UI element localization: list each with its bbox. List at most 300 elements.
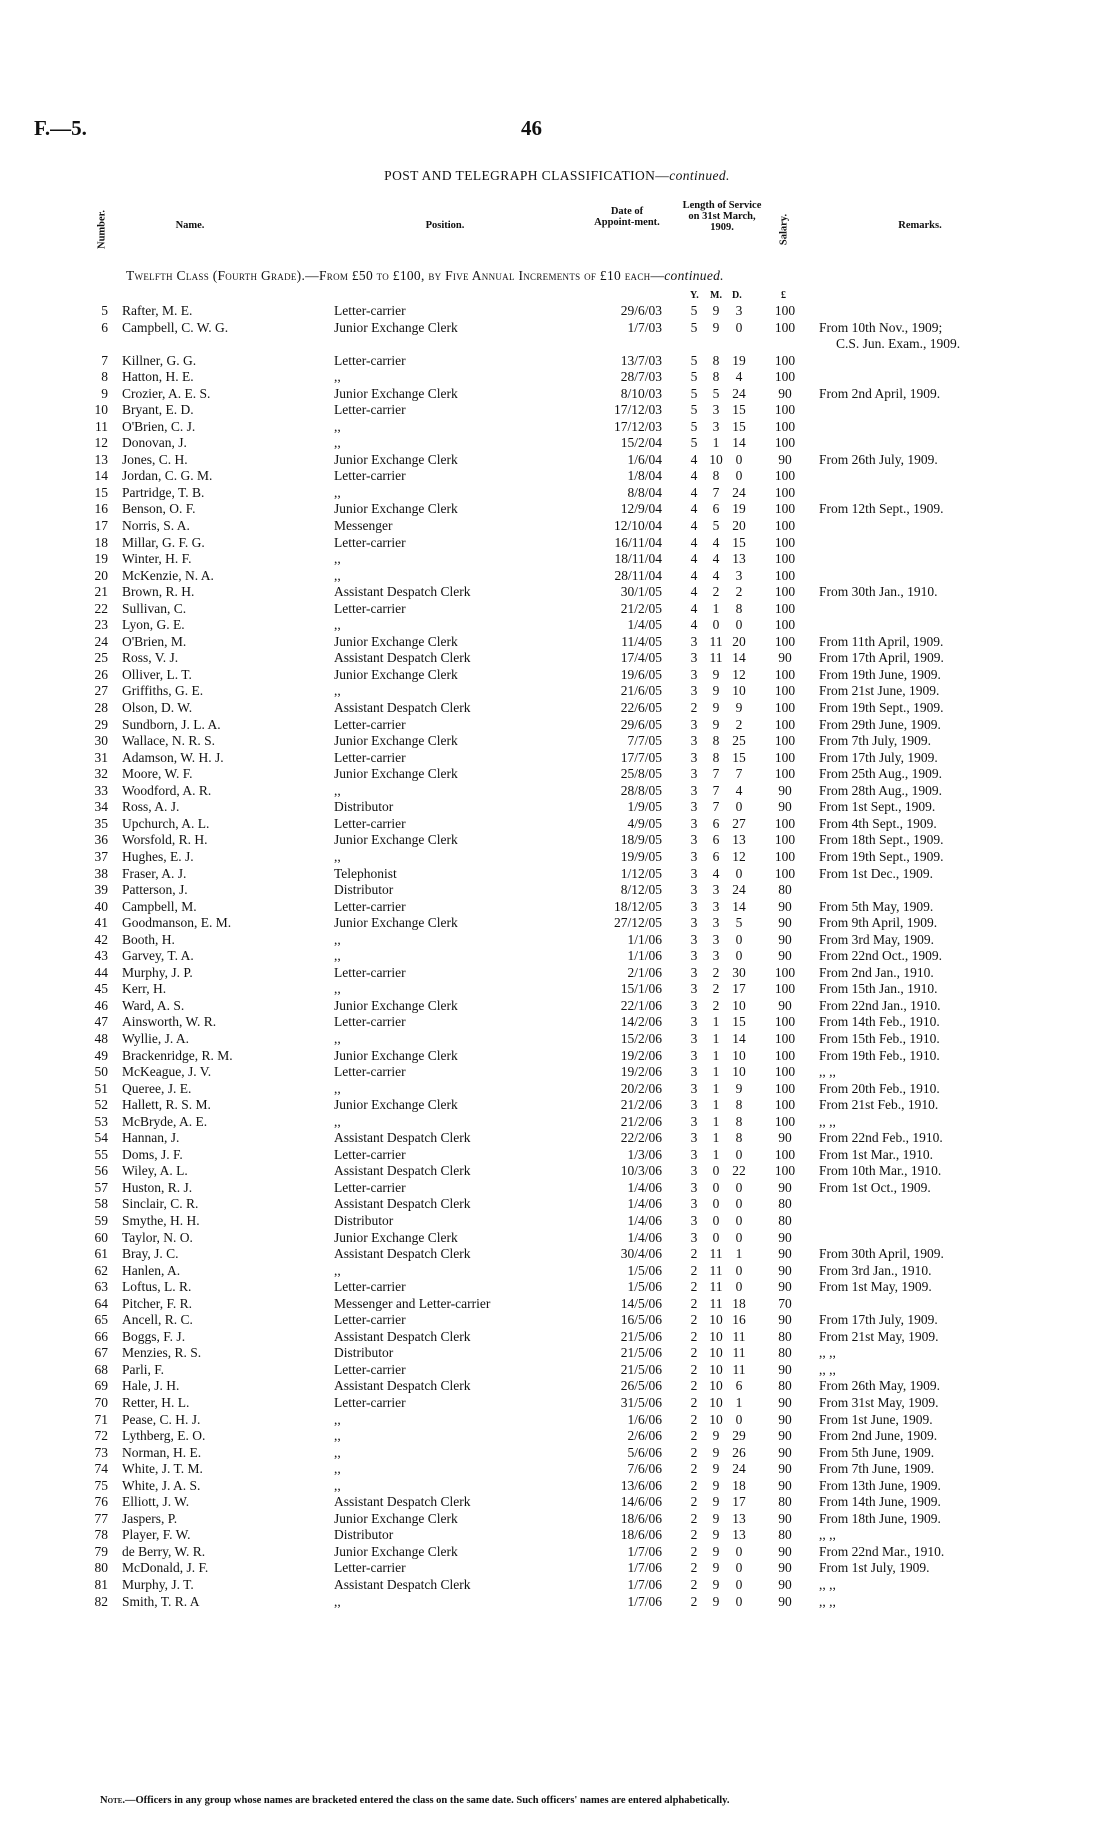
row-years: 3: [690, 1212, 698, 1228]
row-months: 1: [712, 1014, 720, 1030]
row-years: 2: [690, 1361, 698, 1377]
row-number: 25: [94, 650, 108, 666]
row-days: 0: [735, 799, 743, 815]
row-days: 15: [732, 749, 746, 765]
row-date: 8/10/03: [620, 385, 662, 401]
row-position: ,,: [334, 617, 341, 633]
table-row: [0, 386, 1114, 403]
row-days: 8: [735, 1130, 743, 1146]
row-date: 4/9/05: [627, 815, 662, 831]
table-row: [0, 1064, 1114, 1081]
row-name: Hannan, J.: [122, 1130, 180, 1146]
row-number: 57: [94, 1179, 108, 1195]
table-row: [0, 468, 1114, 485]
row-days: 6: [735, 1378, 743, 1394]
row-date: 11/4/05: [621, 633, 662, 649]
row-years: 2: [690, 1560, 698, 1576]
row-remarks: From 14th June, 1909.: [819, 1494, 941, 1510]
row-years: 4: [690, 617, 698, 633]
row-position: Assistant Despatch Clerk: [334, 1163, 471, 1179]
row-months: 8: [712, 749, 720, 765]
row-days: 12: [732, 666, 746, 682]
row-name: Sundborn, J. L. A.: [122, 716, 221, 732]
row-name: McBryde, A. E.: [122, 1113, 208, 1129]
row-name: Pitcher, F. R.: [122, 1295, 193, 1311]
row-position: ,,: [334, 981, 341, 997]
row-number: 67: [94, 1345, 108, 1361]
row-months: 10: [709, 451, 723, 467]
table-row: [0, 1511, 1114, 1528]
row-remarks: From 2nd April, 1909.: [819, 385, 941, 401]
row-salary: 100: [774, 303, 796, 318]
row-remarks: From 21st May, 1909.: [819, 1328, 939, 1344]
row-days: 22: [732, 1163, 746, 1179]
row-date: 18/6/06: [620, 1527, 662, 1543]
row-months: 2: [712, 997, 720, 1013]
row-salary: 100: [774, 865, 796, 881]
row-name: Millar, G. F. G.: [122, 534, 205, 550]
row-days: 18: [732, 1295, 746, 1311]
header-date: Date of Appoint-ment.: [594, 206, 660, 228]
row-name: Benson, O. F.: [122, 501, 196, 517]
row-position: Letter-carrier: [334, 964, 406, 980]
row-number: 13: [94, 451, 108, 467]
row-salary: 90: [778, 650, 792, 666]
row-name: White, J. T. M.: [122, 1461, 203, 1477]
row-position: Junior Exchange Clerk: [334, 1229, 458, 1245]
row-remarks: From 22nd Mar., 1910.: [819, 1543, 945, 1559]
row-remarks: From 17th July, 1909.: [819, 1312, 938, 1328]
row-salary: 70: [778, 1295, 792, 1311]
table-row: [0, 1329, 1114, 1346]
row-years: 2: [690, 700, 698, 716]
row-salary: 90: [778, 1130, 792, 1146]
row-remarks: From 13th June, 1909.: [819, 1477, 941, 1493]
row-salary: 100: [774, 700, 796, 716]
row-date: 17/12/03: [613, 402, 662, 418]
row-salary: 90: [778, 1246, 792, 1262]
unit-days: D.: [732, 290, 742, 301]
row-name: McDonald, J. F.: [122, 1560, 209, 1576]
row-number: 69: [94, 1378, 108, 1394]
row-number: 12: [94, 435, 108, 451]
table-row: [0, 1461, 1114, 1478]
row-date: 17/7/05: [620, 749, 662, 765]
row-salary: 90: [778, 1593, 792, 1609]
row-months: 2: [712, 981, 720, 997]
row-number: 54: [94, 1130, 108, 1146]
row-days: 15: [732, 534, 746, 550]
row-salary: 90: [778, 1560, 792, 1576]
table-row: [0, 1180, 1114, 1197]
row-salary: 90: [778, 948, 792, 964]
row-number: 75: [94, 1477, 108, 1493]
row-date: 1/1/06: [627, 931, 662, 947]
row-days: 11: [732, 1328, 746, 1344]
classification-table: [0, 303, 1114, 1610]
row-name: Taylor, N. O.: [122, 1229, 193, 1245]
row-days: 14: [732, 435, 746, 451]
row-number: 19: [94, 551, 108, 567]
row-position: Letter-carrier: [334, 1560, 406, 1576]
row-months: 5: [712, 385, 720, 401]
row-date: 14/6/06: [620, 1494, 662, 1510]
row-number: 17: [94, 518, 108, 534]
row-name: Brackenridge, R. M.: [122, 1047, 233, 1063]
row-days: 10: [732, 1064, 746, 1080]
row-years: 5: [690, 385, 698, 401]
row-name: Bray, J. C.: [122, 1246, 179, 1262]
row-years: 3: [690, 1047, 698, 1063]
row-days: 0: [735, 1593, 743, 1609]
row-salary: 90: [778, 1577, 792, 1593]
table-row: [0, 899, 1114, 916]
row-months: 8: [712, 733, 720, 749]
row-salary: 80: [778, 1212, 792, 1228]
row-years: 2: [690, 1345, 698, 1361]
row-months: 9: [712, 1543, 720, 1559]
row-name: McKenzie, N. A.: [122, 567, 214, 583]
row-position: Junior Exchange Clerk: [334, 1510, 458, 1526]
page-identifier: F.—5.: [34, 116, 87, 140]
table-row: [0, 1494, 1114, 1511]
row-date: 27/12/05: [613, 915, 662, 931]
row-months: 1: [712, 1030, 720, 1046]
row-salary: 100: [774, 733, 796, 749]
row-name: Smythe, H. H.: [122, 1212, 200, 1228]
row-days: 10: [732, 1047, 746, 1063]
row-position: Letter-carrier: [334, 1064, 406, 1080]
row-salary: 100: [774, 518, 796, 534]
row-salary: 100: [774, 418, 796, 434]
table-row: [0, 1114, 1114, 1131]
row-remarks: From 1st Mar., 1910.: [819, 1146, 934, 1162]
row-years: 2: [690, 1262, 698, 1278]
row-position: ,,: [334, 551, 341, 567]
row-name: Olliver, L. T.: [122, 666, 192, 682]
unit-months: M.: [710, 290, 722, 301]
row-months: 0: [712, 1163, 720, 1179]
row-days: 0: [735, 1560, 743, 1576]
row-remarks: From 12th Sept., 1909.: [819, 501, 944, 517]
row-position: Junior Exchange Clerk: [334, 766, 458, 782]
row-salary: 90: [778, 1477, 792, 1493]
row-salary: 100: [774, 1030, 796, 1046]
table-row: [0, 667, 1114, 684]
row-position: ,,: [334, 369, 341, 385]
row-days: 14: [732, 1030, 746, 1046]
row-date: 26/5/06: [620, 1378, 662, 1394]
row-date: 1/4/06: [627, 1179, 662, 1195]
table-row: [0, 866, 1114, 883]
row-name: Smith, T. R. A: [122, 1593, 200, 1609]
row-name: Lyon, G. E.: [122, 617, 185, 633]
table-row: [0, 1230, 1114, 1247]
row-date: 17/4/05: [620, 650, 662, 666]
row-years: 4: [690, 451, 698, 467]
row-months: 9: [712, 1577, 720, 1593]
row-years: 3: [690, 981, 698, 997]
row-date: 14/2/06: [620, 1014, 662, 1030]
row-days: 0: [735, 931, 743, 947]
unit-salary: £: [781, 290, 786, 301]
row-remarks: From 30th April, 1909.: [819, 1246, 944, 1262]
row-date: 30/4/06: [620, 1246, 662, 1262]
row-years: 4: [690, 518, 698, 534]
row-years: 5: [690, 435, 698, 451]
row-position: ,,: [334, 931, 341, 947]
row-remarks: From 1st July, 1909.: [819, 1560, 930, 1576]
row-days: 25: [732, 733, 746, 749]
row-date: 15/1/06: [620, 981, 662, 997]
row-number: 31: [94, 749, 108, 765]
row-number: 53: [94, 1113, 108, 1129]
row-number: 51: [94, 1080, 108, 1096]
table-row: [0, 766, 1114, 783]
row-date: 12/10/04: [613, 518, 662, 534]
row-salary: 100: [774, 534, 796, 550]
row-number: 62: [94, 1262, 108, 1278]
row-remarks: From 19th Sept., 1909.: [819, 700, 944, 716]
row-date: 1/5/06: [627, 1262, 662, 1278]
class-heading: [126, 268, 724, 284]
row-name: Brown, R. H.: [122, 584, 195, 600]
row-name: Sinclair, C. R.: [122, 1196, 199, 1212]
row-salary: 90: [778, 931, 792, 947]
row-months: 9: [712, 683, 720, 699]
row-years: 3: [690, 1014, 698, 1030]
row-name: Wallace, N. R. S.: [122, 733, 216, 749]
row-date: 28/11/04: [614, 567, 662, 583]
row-years: 2: [690, 1411, 698, 1427]
table-row: [0, 1263, 1114, 1280]
row-number: 16: [94, 501, 108, 517]
row-remarks: From 1st Dec., 1909.: [819, 865, 933, 881]
row-position: ,,: [334, 484, 341, 500]
row-name: Rafter, M. E.: [122, 303, 193, 318]
row-date: 29/6/05: [620, 716, 662, 732]
row-number: 82: [94, 1593, 108, 1609]
row-date: 19/2/06: [620, 1047, 662, 1063]
row-remarks: From 22nd Feb., 1910.: [819, 1130, 943, 1146]
row-salary: 90: [778, 1444, 792, 1460]
row-number: 65: [94, 1312, 108, 1328]
row-days: 10: [732, 683, 746, 699]
row-months: 6: [712, 815, 720, 831]
row-name: Hale, J. H.: [122, 1378, 180, 1394]
row-days: 20: [732, 633, 746, 649]
row-months: 2: [712, 964, 720, 980]
row-number: 71: [94, 1411, 108, 1427]
row-months: 4: [712, 534, 720, 550]
row-months: 2: [712, 584, 720, 600]
row-years: 2: [690, 1593, 698, 1609]
table-row: [0, 981, 1114, 998]
table-row: [0, 1213, 1114, 1230]
row-years: 2: [690, 1395, 698, 1410]
row-months: 10: [709, 1345, 723, 1361]
row-days: 27: [732, 815, 746, 831]
row-years: 4: [690, 584, 698, 600]
row-days: 4: [735, 782, 743, 798]
row-salary: 100: [774, 964, 796, 980]
row-months: 0: [712, 1179, 720, 1195]
table-row: [0, 501, 1114, 518]
row-name: Worsfold, R. H.: [122, 832, 208, 848]
row-years: 3: [690, 1229, 698, 1245]
row-date: 18/12/05: [613, 898, 662, 914]
row-salary: 100: [774, 617, 796, 633]
row-position: Assistant Despatch Clerk: [334, 1130, 471, 1146]
table-row: [0, 1296, 1114, 1313]
class-heading-continued: continued.: [664, 268, 724, 283]
row-months: 11: [709, 633, 723, 649]
row-months: 3: [712, 882, 720, 898]
row-months: 9: [712, 1527, 720, 1543]
row-months: 6: [712, 501, 720, 517]
row-salary: 100: [774, 633, 796, 649]
row-remarks: From 1st Oct., 1909.: [819, 1179, 931, 1195]
row-years: 5: [690, 369, 698, 385]
row-number: 59: [94, 1212, 108, 1228]
table-row: [0, 485, 1114, 502]
row-remarks: From 10th Mar., 1910.: [819, 1163, 942, 1179]
row-days: 16: [732, 1312, 746, 1328]
row-months: 11: [709, 1262, 723, 1278]
row-remarks: From 3rd Jan., 1910.: [819, 1262, 932, 1278]
row-name: Fraser, A. J.: [122, 865, 187, 881]
row-remarks: From 15th Feb., 1910.: [819, 1030, 940, 1046]
row-months: 8: [712, 369, 720, 385]
row-number: 41: [94, 915, 108, 931]
row-years: 2: [690, 1461, 698, 1477]
row-position: Letter-carrier: [334, 402, 406, 418]
row-days: 8: [735, 1113, 743, 1129]
footnote-text: —Officers in any group whose names are bracketed entered the class on the same date. Such officers' names are entered alphabetically.: [125, 1795, 730, 1806]
row-years: 3: [690, 749, 698, 765]
table-row: [0, 1279, 1114, 1296]
row-number: 80: [94, 1560, 108, 1576]
row-years: 4: [690, 484, 698, 500]
row-years: 2: [690, 1378, 698, 1394]
row-number: 78: [94, 1527, 108, 1543]
row-years: 2: [690, 1444, 698, 1460]
row-remarks: From 31st May, 1909.: [819, 1395, 939, 1410]
row-position: Assistant Despatch Clerk: [334, 650, 471, 666]
row-years: 3: [690, 666, 698, 682]
row-position: Assistant Despatch Clerk: [334, 700, 471, 716]
row-years: 3: [690, 865, 698, 881]
row-months: 10: [709, 1312, 723, 1328]
row-date: 2/1/06: [627, 964, 662, 980]
row-salary: 100: [774, 501, 796, 517]
row-date: 1/1/06: [627, 948, 662, 964]
row-date: 16/5/06: [620, 1312, 662, 1328]
row-position: Telephonist: [334, 865, 397, 881]
row-remarks: From 21st June, 1909.: [819, 683, 940, 699]
row-number: 47: [94, 1014, 108, 1030]
row-salary: 80: [778, 1494, 792, 1510]
row-years: 4: [690, 600, 698, 616]
row-salary: 100: [774, 435, 796, 451]
row-salary: 100: [774, 749, 796, 765]
row-position: Letter-carrier: [334, 898, 406, 914]
row-number: 81: [94, 1577, 108, 1593]
row-years: 5: [690, 303, 698, 318]
row-days: 0: [735, 1279, 743, 1295]
row-number: 15: [94, 484, 108, 500]
row-days: 0: [735, 319, 743, 335]
row-years: 3: [690, 1163, 698, 1179]
header-name: Name.: [175, 220, 205, 231]
row-date: 17/12/03: [613, 418, 662, 434]
row-remarks: From 26th July, 1909.: [819, 451, 938, 467]
row-name: Boggs, F. J.: [122, 1328, 186, 1344]
row-position: Letter-carrier: [334, 1179, 406, 1195]
row-months: 9: [712, 1461, 720, 1477]
table-row: [0, 1560, 1114, 1577]
row-position: Junior Exchange Clerk: [334, 385, 458, 401]
row-days: 14: [732, 650, 746, 666]
row-name: Bryant, E. D.: [122, 402, 194, 418]
row-days: 0: [735, 468, 743, 484]
row-name: Ross, V. J.: [122, 650, 179, 666]
row-name: Killner, G. G.: [122, 352, 197, 368]
row-position: Junior Exchange Clerk: [334, 1047, 458, 1063]
row-date: 1/3/06: [627, 1146, 662, 1162]
row-months: 3: [712, 948, 720, 964]
row-years: 3: [690, 1097, 698, 1113]
row-position: ,,: [334, 848, 341, 864]
table-row: [0, 1081, 1114, 1098]
row-salary: 100: [774, 600, 796, 616]
table-row: [0, 353, 1114, 370]
row-remarks-continued: C.S. Jun. Exam., 1909.: [836, 335, 961, 351]
row-days: 0: [735, 1411, 743, 1427]
header-remarks: Remarks.: [898, 220, 942, 231]
row-months: 1: [712, 1146, 720, 1162]
row-remarks: From 30th Jan., 1910.: [819, 584, 938, 600]
row-number: 43: [94, 948, 108, 964]
row-years: 3: [690, 815, 698, 831]
row-date: 25/8/05: [620, 766, 662, 782]
row-salary: 90: [778, 1428, 792, 1444]
row-name: Sullivan, C.: [122, 600, 187, 616]
row-name: Campbell, M.: [122, 898, 197, 914]
row-salary: 90: [778, 898, 792, 914]
row-date: 1/6/06: [627, 1411, 662, 1427]
row-years: 3: [690, 799, 698, 815]
row-number: 38: [94, 865, 108, 881]
row-days: 15: [732, 1014, 746, 1030]
row-salary: 90: [778, 1395, 792, 1410]
row-number: 74: [94, 1461, 108, 1477]
row-salary: 100: [774, 1146, 796, 1162]
table-row: [0, 435, 1114, 452]
row-months: 9: [712, 1428, 720, 1444]
row-date: 10/3/06: [620, 1163, 662, 1179]
row-date: 28/7/03: [620, 369, 662, 385]
row-date: 1/9/05: [627, 799, 662, 815]
row-position: Assistant Despatch Clerk: [334, 1378, 471, 1394]
table-row: [0, 1445, 1114, 1462]
row-number: 22: [94, 600, 108, 616]
row-number: 11: [95, 418, 108, 434]
row-years: 2: [690, 1295, 698, 1311]
row-remarks: From 22nd Oct., 1909.: [819, 948, 942, 964]
page-number: 46: [521, 116, 542, 140]
row-years: 3: [690, 1146, 698, 1162]
